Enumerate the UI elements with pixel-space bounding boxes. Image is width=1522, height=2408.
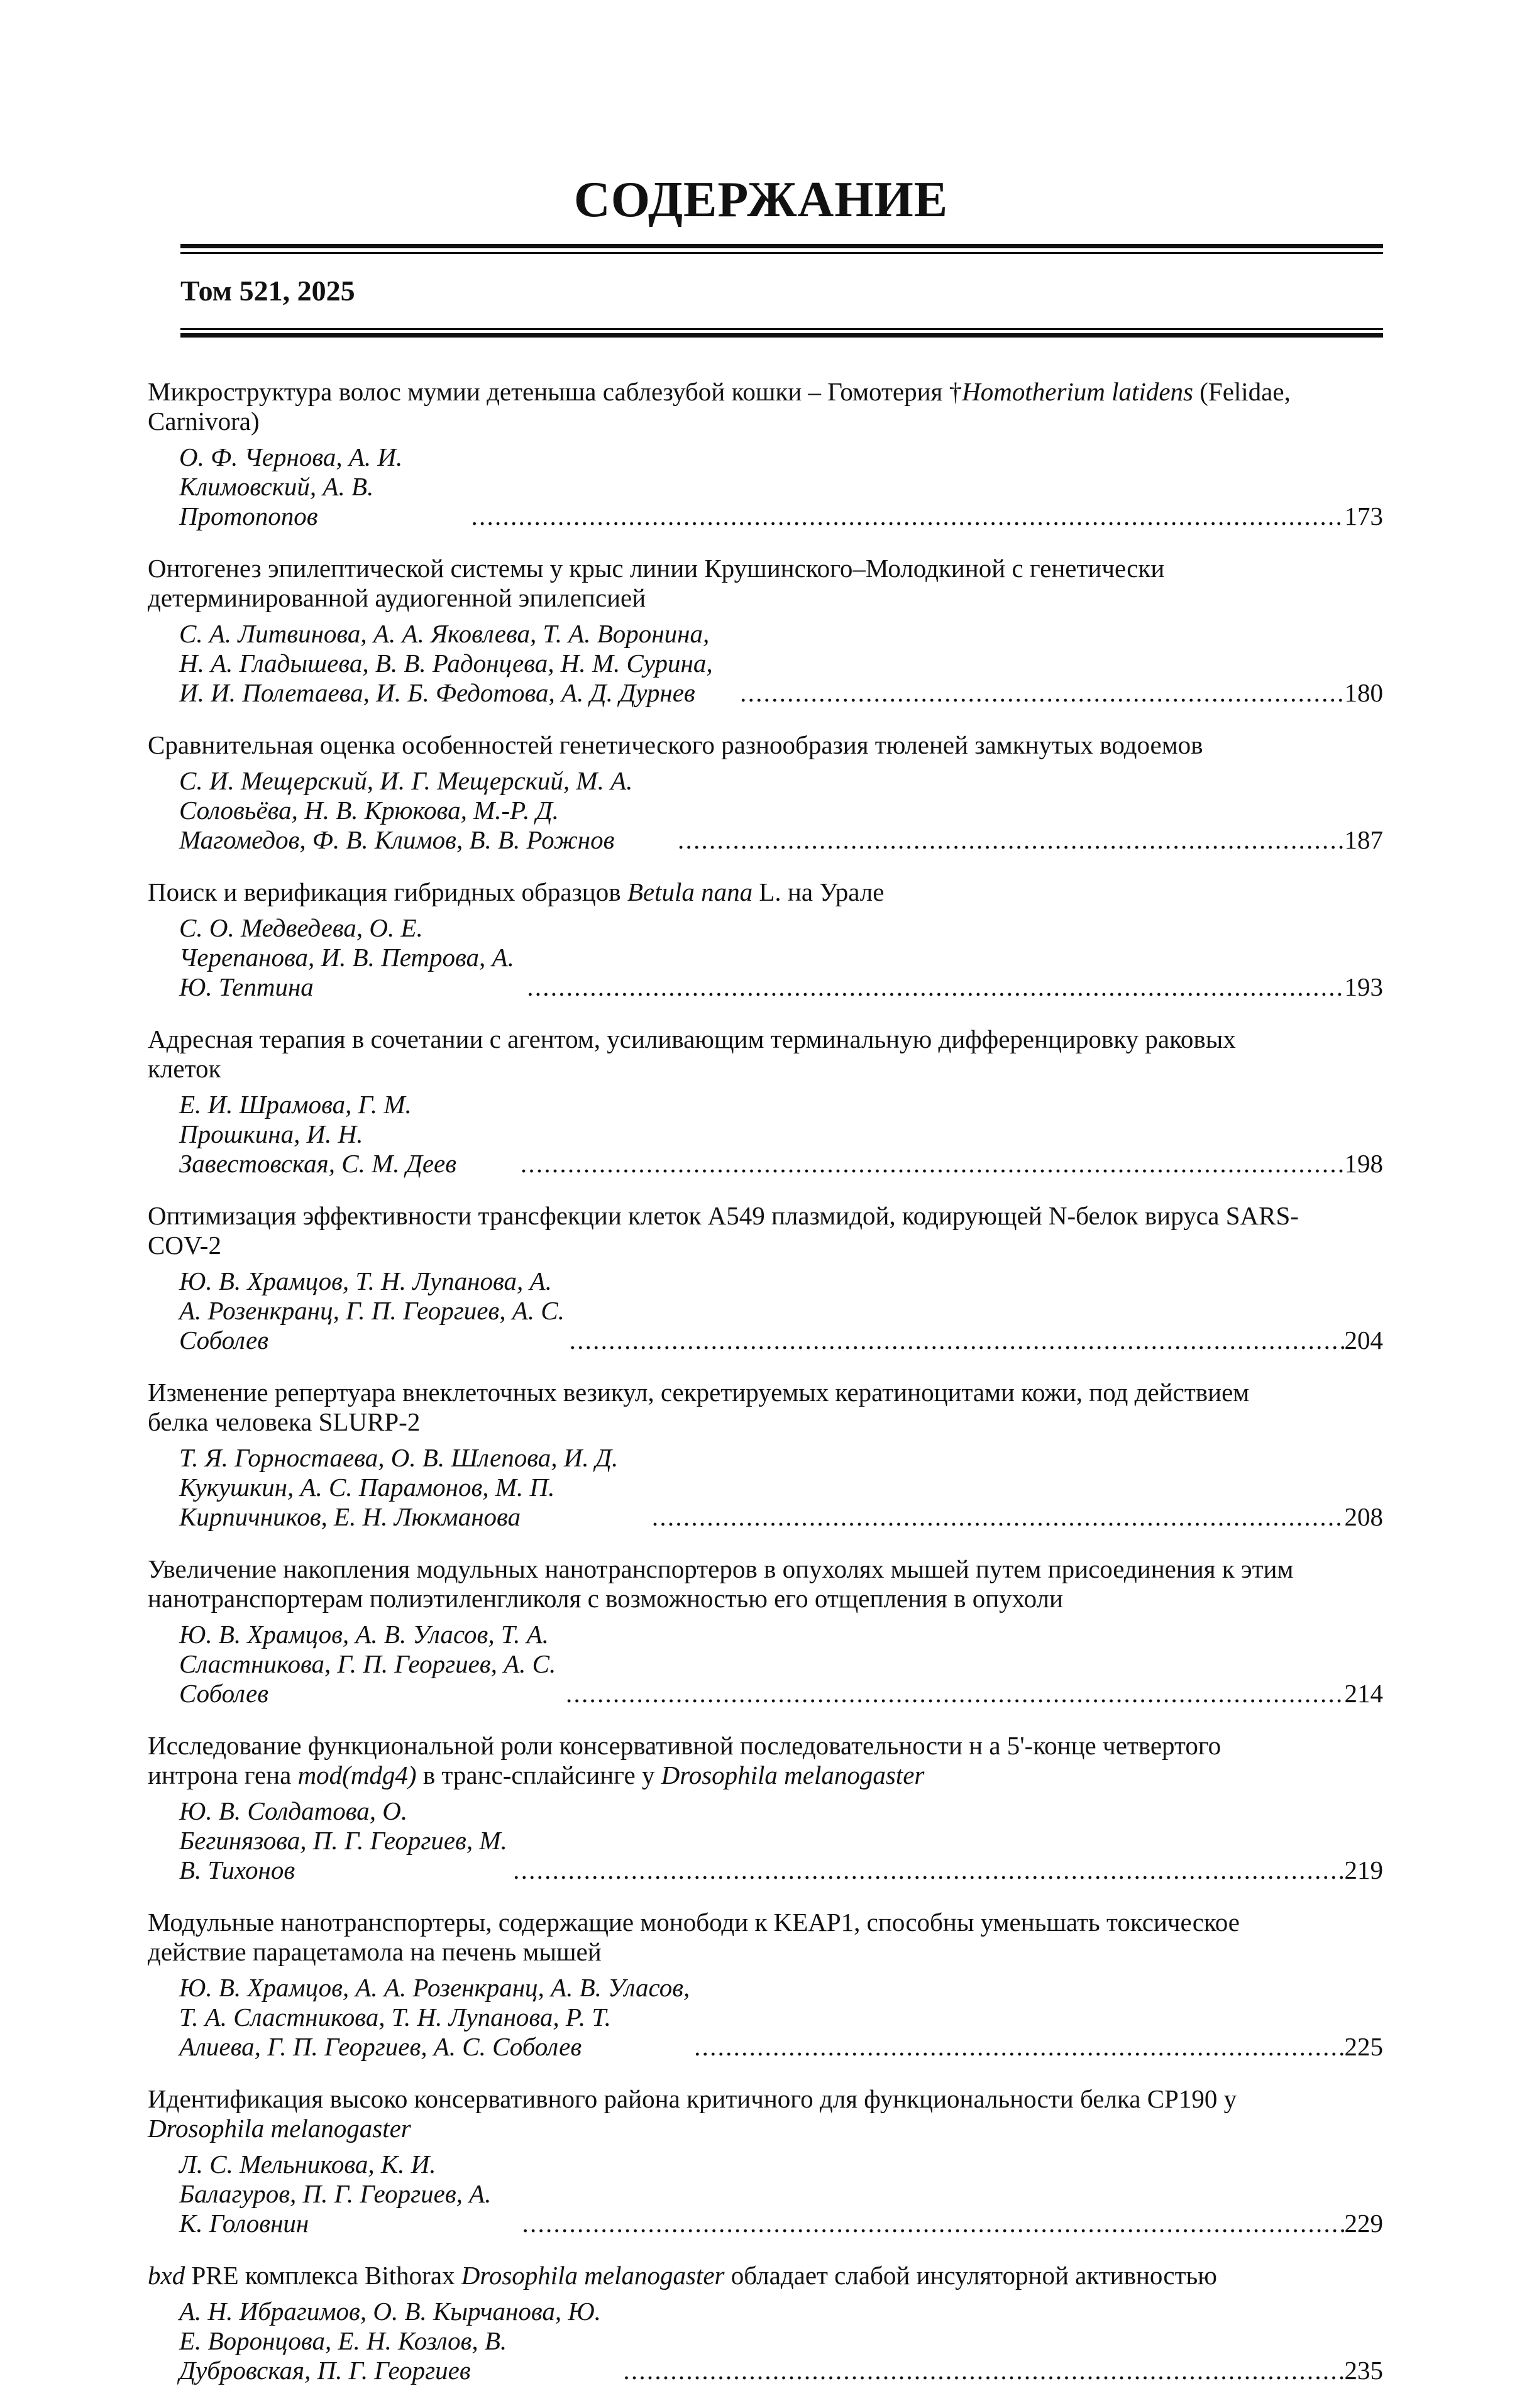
title-italic-segment: mod(mdg4): [297, 1761, 417, 1790]
title-segment: Изменение репертуара внеклеточных везикул, секретируемых кератиноцитами кожи, под действием белка человека SLURP-2: [148, 1378, 1250, 1436]
dot-leader: [468, 502, 1345, 531]
toc-entry[interactable]: [148, 1201, 1383, 1355]
toc-entry-title: [148, 1201, 1311, 1260]
toc-entry-authors: Е. И. Шрамова, Г. М. Прошкина, И. Н. Завестовская, С. М. Деев: [179, 1090, 457, 1178]
volume-label: Том 521, 2025: [180, 275, 355, 307]
toc-entry-title: [148, 1908, 1311, 1967]
toc-entry-title: [148, 377, 1311, 436]
toc-entry-authors-row: [148, 2297, 1383, 2385]
toc-entry-page-number[interactable]: 187: [1344, 825, 1383, 854]
mid-rule-thick: [180, 333, 1383, 338]
toc-entry-authors: С. И. Мещерский, И. Г. Мещерский, М. А. Соловьёва, Н. В. Крюкова, М.-Р. Д. Магомедов, Ф. В. Климов, В. В. Рожнов: [179, 766, 633, 854]
title-segment: PRE комплекса Bithorax: [185, 2261, 461, 2290]
title-segment: (Felidae, Carnivora): [148, 377, 1291, 436]
toc-entry-page-number[interactable]: 193: [1344, 972, 1383, 1001]
toc-entry-authors: Т. Я. Горностаева, О. В. Шлепова, И. Д. Кукушкин, А. С. Парамонов, М. П. Кирпичников, Е. Н. Люкманова: [179, 1443, 619, 1531]
title-segment: Поиск и верификация гибридных образцов: [148, 877, 627, 906]
page-title: СОДЕРЖАНИЕ: [573, 172, 949, 228]
toc-entry-authors: Ю. В. Храмцов, Т. Н. Лупанова, А. А. Розенкранц, Г. П. Георгиев, А. С. Соболев: [179, 1267, 565, 1355]
dot-leader: [517, 1149, 1345, 1179]
dot-leader: [674, 825, 1345, 855]
toc-entry[interactable]: [148, 554, 1383, 708]
title-segment: Сравнительная оценка особенностей генетического разнообразия тюленей замкнутых водоемов: [148, 730, 1203, 759]
toc-entry-authors: Ю. В. Храмцов, А. В. Уласов, Т. А. Сластникова, Г. П. Георгиев, А. С. Соболев: [179, 1620, 556, 1708]
toc-entry-authors: С. О. Медведева, О. Е. Черепанова, И. В. Петрова, А. Ю. Тептина: [179, 913, 514, 1001]
toc-entry-title: [148, 2084, 1311, 2143]
dot-leader: [562, 1679, 1344, 1708]
dot-leader: [648, 1502, 1345, 1532]
mid-rule-thin: [180, 328, 1383, 330]
toc-entry-authors-row: [148, 443, 1383, 531]
title-italic-segment: Betula nana: [627, 877, 753, 906]
dot-leader: [736, 678, 1344, 708]
toc-entry[interactable]: [148, 1908, 1383, 2062]
toc-entry-title: [148, 1554, 1311, 1614]
dot-leader: [690, 2032, 1344, 2062]
toc-entry-title: [148, 1731, 1311, 1790]
toc-entry-authors: О. Ф. Чернова, А. И. Климовский, А. В. Протопопов: [179, 443, 403, 531]
dot-leader: [518, 2209, 1344, 2238]
table-of-contents: [148, 377, 1383, 2408]
top-rule-thick: [180, 244, 1383, 248]
title-segment: Исследование функциональной роли консервативной последовательности н а 5'-конце четвертого интрона гена: [148, 1731, 1221, 1790]
toc-entry-authors: С. А. Литвинова, А. А. Яковлева, Т. А. Воронина, Н. А. Гладышева, В. В. Радонцева, Н. М. Сурина, И. И. Полетаева, И. Б. Федотова, А. Д. Дурнев: [179, 619, 713, 707]
toc-entry[interactable]: [148, 730, 1383, 855]
toc-entry-authors-row: [148, 1267, 1383, 1355]
toc-entry-authors-row: [148, 1443, 1383, 1532]
title-segment: в транс-сплайсинге у: [416, 1761, 661, 1790]
title-segment: Увеличение накопления модульных нанотранспортеров в опухолях мышей путем присоединения к этим нанотранспортерам полиэтиленгликоля с возможностью его отщепления в опухоли: [148, 1554, 1294, 1613]
toc-entry-authors: Ю. В. Храмцов, А. А. Розенкранц, А. В. Уласов, Т. А. Сластникова, Т. Н. Лупанова, Р. Т. Алиева, Г. П. Георгиев, А. С. Соболев: [179, 1973, 690, 2061]
toc-entry-authors: Ю. В. Солдатова, О. Бегинязова, П. Г. Георгиев, М. В. Тихонов: [179, 1796, 507, 1884]
title-italic-segment: Drosophila melanogaster: [661, 1761, 925, 1790]
toc-entry-page-number[interactable]: 198: [1344, 1149, 1383, 1178]
toc-entry-page-number[interactable]: 180: [1344, 678, 1383, 707]
toc-entry-authors-row: [148, 1090, 1383, 1179]
toc-entry-page-number[interactable]: 229: [1344, 2209, 1383, 2238]
toc-entry-title: [148, 877, 1311, 907]
toc-entry-page-number[interactable]: 225: [1344, 2032, 1383, 2061]
dot-leader: [523, 972, 1344, 1002]
title-segment: Идентификация высоко консервативного района критичного для функциональности белка CP190 у: [148, 2084, 1237, 2113]
title-italic-segment: Homotherium latidens: [962, 377, 1193, 406]
toc-entry-authors-row: [148, 766, 1383, 855]
toc-entry-authors-row: [148, 619, 1383, 708]
toc-entry-title: [148, 730, 1311, 760]
dot-leader: [566, 1326, 1345, 1355]
title-italic-segment: bxd: [148, 2261, 185, 2290]
toc-entry-authors-row: [148, 1796, 1383, 1885]
title-segment: обладает слабой инсуляторной активностью: [724, 2261, 1217, 2290]
title-segment: Онтогенез эпилептической системы у крыс линии Крушинского–Молодкиной с генетически детерминированной аудиогенной эпилепсией: [148, 554, 1165, 612]
title-segment: Микроструктура волос мумии детеныша саблезубой кошки – Гомотерия †: [148, 377, 962, 406]
toc-entry-title: [148, 1378, 1311, 1437]
toc-entry[interactable]: [148, 1731, 1383, 1885]
title-segment: Адресная терапия в сочетании с агентом, усиливающим терминальную дифференцировку раковых клеток: [148, 1025, 1236, 1083]
toc-entry-page-number[interactable]: 208: [1344, 1502, 1383, 1531]
toc-entry-authors: Л. С. Мельникова, К. И. Балагуров, П. Г. Георгиев, А. К. Головнин: [179, 2150, 492, 2238]
toc-entry-page-number[interactable]: 214: [1344, 1679, 1383, 1708]
title-segment: L. на Урале: [753, 877, 885, 906]
dot-leader: [619, 2356, 1344, 2385]
dot-leader: [509, 1855, 1344, 1885]
toc-entry[interactable]: [148, 877, 1383, 1002]
toc-entry[interactable]: [148, 2261, 1383, 2385]
toc-entry-page-number[interactable]: 219: [1344, 1855, 1383, 1884]
toc-entry-authors-row: [148, 2150, 1383, 2238]
toc-entry-page-number[interactable]: 235: [1344, 2356, 1383, 2385]
toc-entry[interactable]: [148, 377, 1383, 531]
top-rule-thin: [180, 252, 1383, 254]
toc-entry-title: [148, 1025, 1311, 1084]
toc-entry-title: [148, 2261, 1311, 2290]
toc-entry-page-number[interactable]: 204: [1344, 1326, 1383, 1355]
toc-entry-page-number[interactable]: 173: [1344, 502, 1383, 531]
toc-entry[interactable]: [148, 2084, 1383, 2238]
toc-entry[interactable]: [148, 1378, 1383, 1532]
toc-entry-authors-row: [148, 1620, 1383, 1708]
title-italic-segment: Drosophila melanogaster: [461, 2261, 725, 2290]
title-italic-segment: Drosophila melanogaster: [148, 2114, 411, 2143]
toc-entry-authors-row: [148, 913, 1383, 1002]
toc-entry-authors-row: [148, 1973, 1383, 2062]
title-segment: Оптимизация эффективности трансфекции клеток А549 плазмидой, кодирующей N-белок вируса SARS-COV-2: [148, 1201, 1299, 1260]
title-segment: Модульные нанотранспортеры, содержащие монободи к KEAP1, способны уменьшать токсическое действие парацетамола на печень мышей: [148, 1908, 1240, 1966]
toc-entry-title: [148, 554, 1311, 613]
toc-entry-authors: А. Н. Ибрагимов, О. В. Кырчанова, Ю. Е. Воронцова, Е. Н. Козлов, В. Дубровская, П. Г. Георгиев: [179, 2297, 601, 2385]
toc-entry[interactable]: [148, 1554, 1383, 1708]
toc-entry[interactable]: [148, 1025, 1383, 1179]
